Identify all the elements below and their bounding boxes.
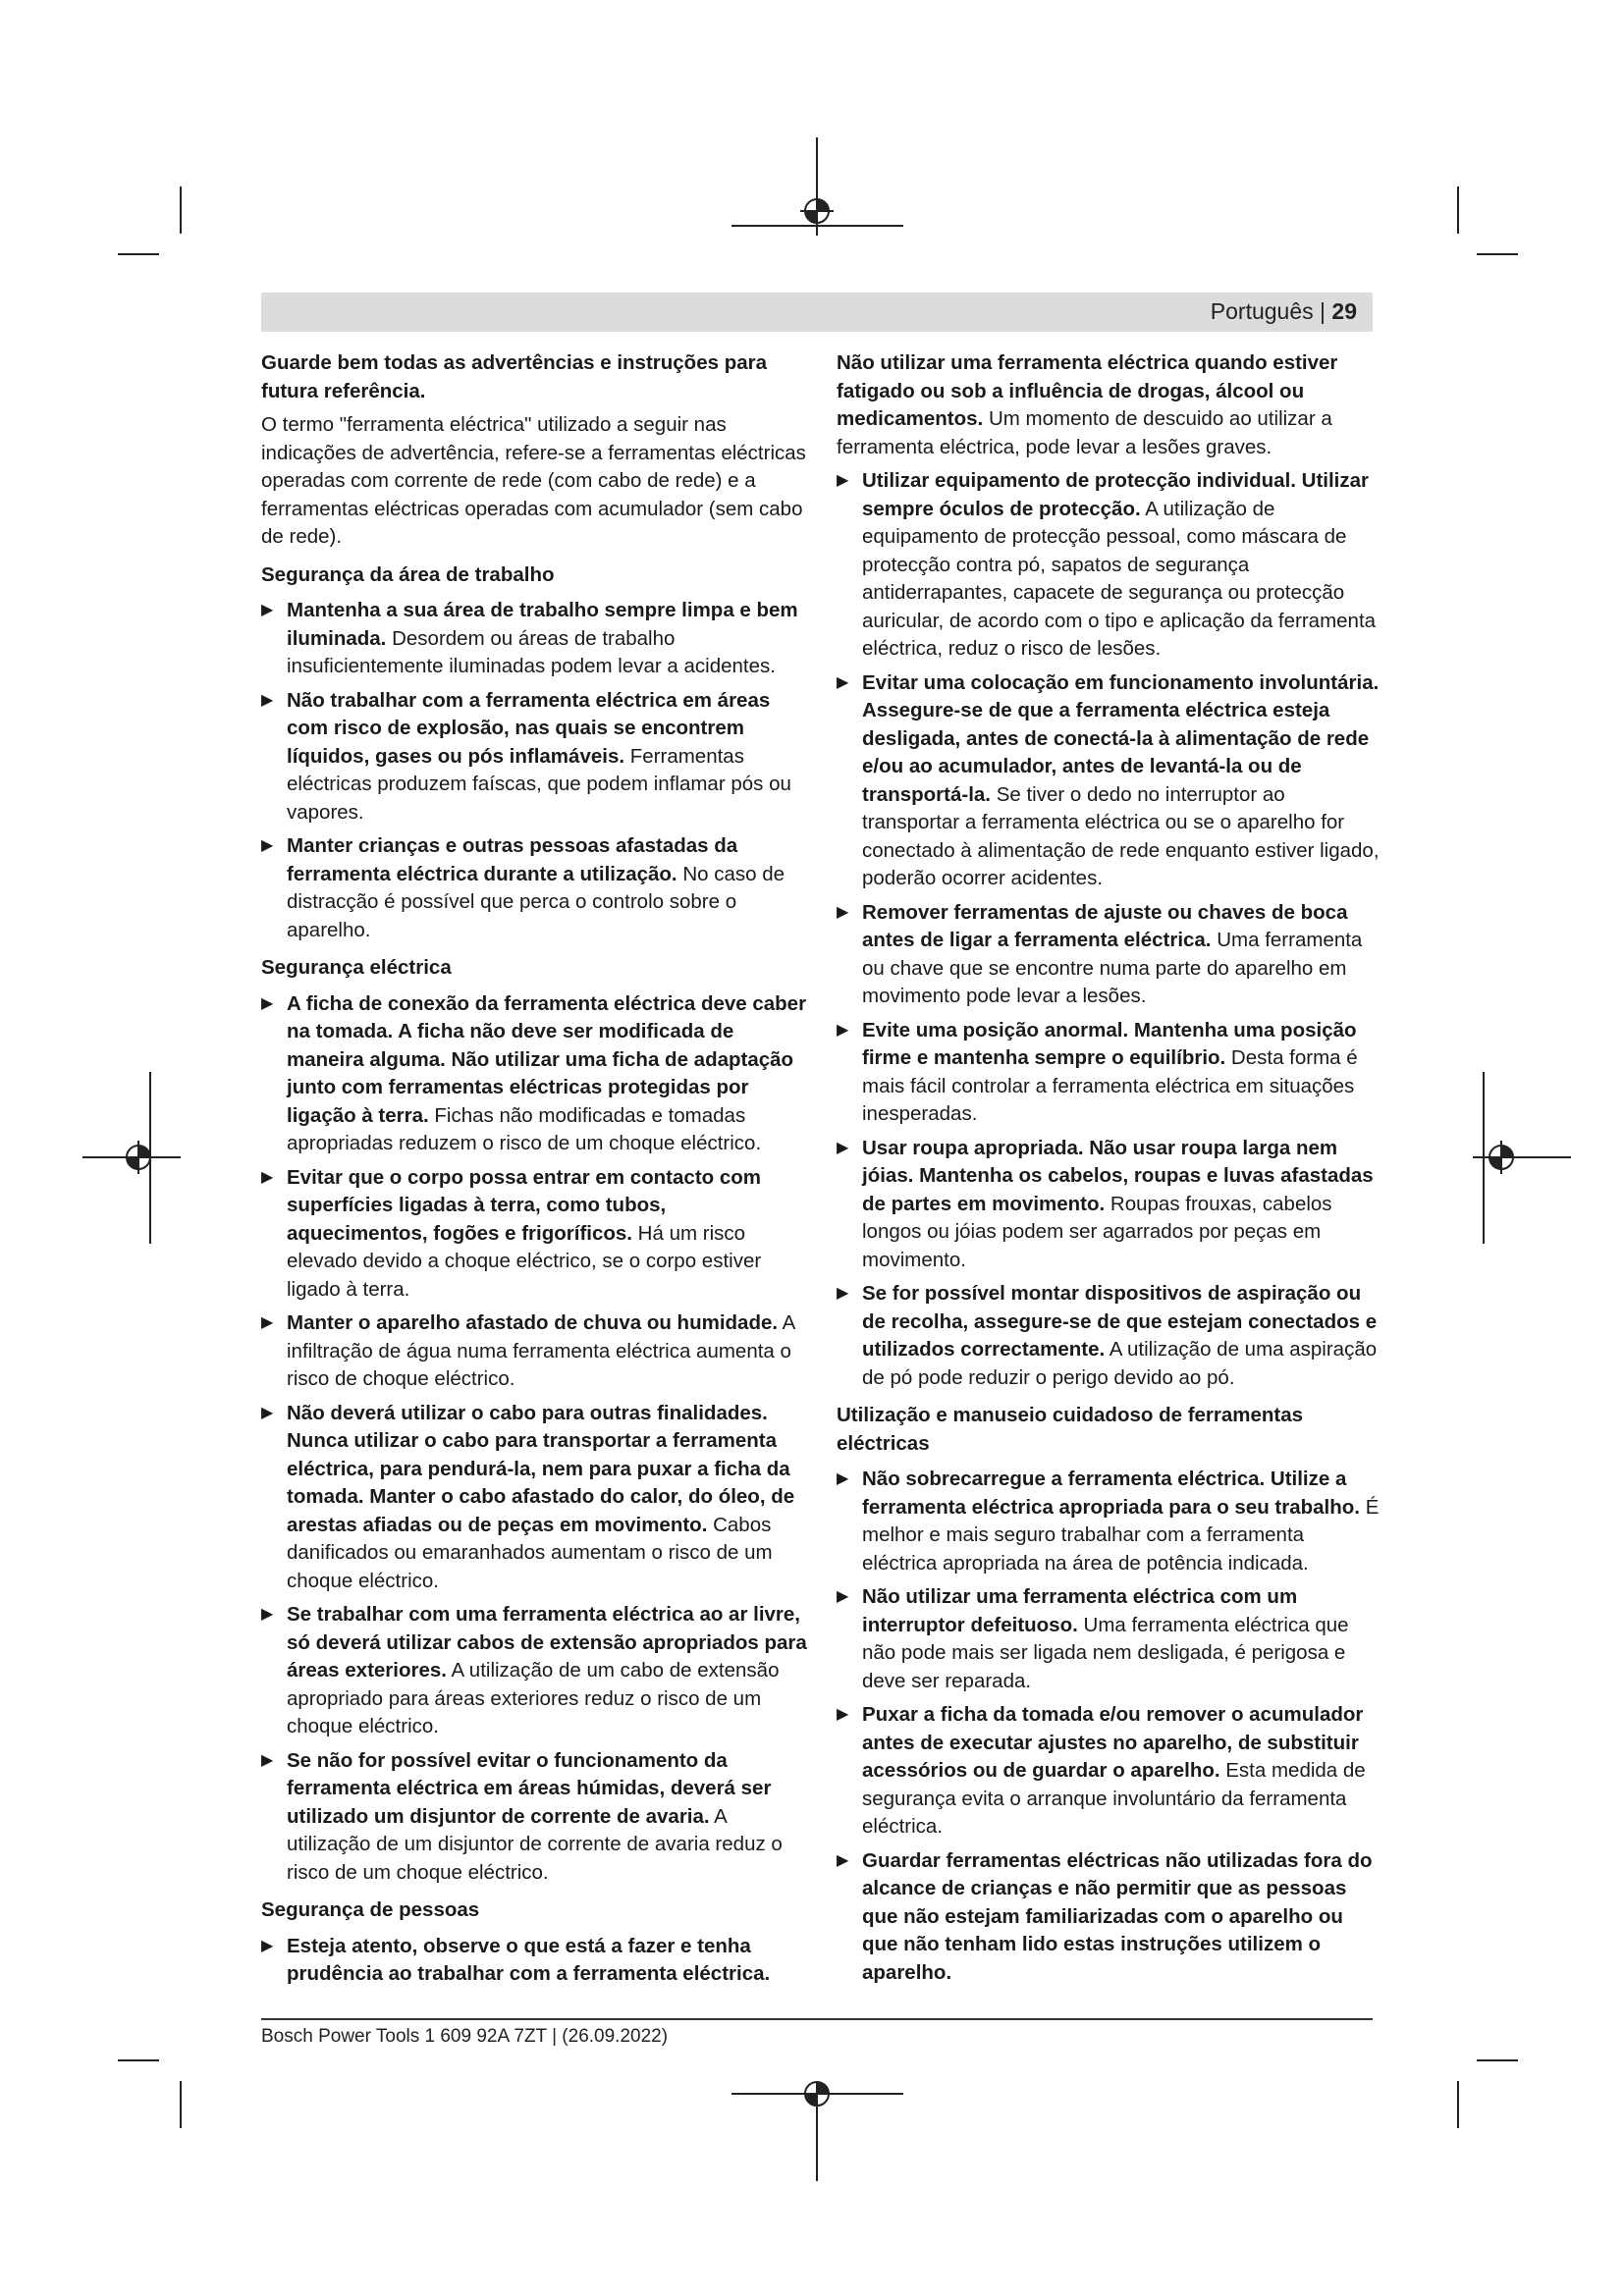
list-item xyxy=(837,669,1382,893)
bullet-triangle-icon: ▶ xyxy=(261,1314,274,1331)
header-language: Português xyxy=(1210,298,1314,324)
bullet-triangle-icon: ▶ xyxy=(837,903,849,921)
list-item xyxy=(261,832,807,944)
section-title-work-area: Segurança da área de trabalho xyxy=(261,562,555,586)
list-item xyxy=(837,1847,1382,1988)
item-bold: Manter o aparelho afastado de chuva ou humidade. xyxy=(287,1311,779,1334)
intro-bold: Guarde bem todas as advertências e instruções para futura referência. xyxy=(261,351,767,402)
registration-target-icon xyxy=(122,1141,155,1174)
list-item xyxy=(261,1164,807,1305)
crop-mark xyxy=(180,187,182,234)
list-electrical xyxy=(261,990,807,1888)
bullet-triangle-icon: ▶ xyxy=(261,994,274,1012)
bullet-triangle-icon: ▶ xyxy=(837,1706,849,1723)
item-text: Cabos danificados ou emaranhados aumentam o risco de um choque eléctrico. xyxy=(287,1513,773,1592)
item-text: Um momento de descuido ao utilizar a ferramenta eléctrica, pode levar a lesões graves. xyxy=(837,407,1332,458)
item-bold: A ficha de conexão da ferramenta eléctrica deve caber na tomada. A ficha não deve ser modificada de maneira alguma. Não utilizar uma ficha de adaptação junto com ferramentas eléctricas protegidas por ligação à terra. xyxy=(287,991,807,1127)
registration-target-icon xyxy=(1485,1141,1518,1174)
crop-mark xyxy=(1477,2059,1518,2061)
list-item xyxy=(261,990,807,1158)
bullet-triangle-icon: ▶ xyxy=(837,1470,849,1487)
item-bold: Puxar a ficha da tomada e/ou remover o acumulador antes de executar ajustes no aparelho, de substituir acessórios ou de guardar o aparelho. xyxy=(862,1703,1364,1782)
item-text: A utilização de um disjuntor de corrente de avaria reduz o risco de um choque eléctrico. xyxy=(287,1804,783,1884)
intro-heading xyxy=(261,349,807,405)
bullet-triangle-icon: ▶ xyxy=(261,1606,274,1623)
header-label xyxy=(1211,298,1357,325)
section-title-electrical: Segurança eléctrica xyxy=(261,956,452,979)
item-bold: Evitar que o corpo possa entrar em contacto com superfícies ligadas à terra, como tubos, aquecimentos, fogões e frigoríficos. xyxy=(287,1165,762,1245)
item-text: A utilização de um cabo de extensão apropriado para áreas exteriores reduz o risco de um choque eléctrico. xyxy=(287,1659,780,1737)
item-text: Roupas frouxas, cabelos longos ou jóias podem ser agarrados por peças em movimento. xyxy=(862,1192,1332,1271)
item-text: Desta forma é mais fácil controlar a ferramenta eléctrica em situações inesperadas. xyxy=(862,1046,1358,1125)
section-title-tool-use: Utilização e manuseio cuidadoso de ferramentas eléctricas xyxy=(837,1404,1304,1455)
item-text: Uma ferramenta eléctrica que não pode mais ser ligada nem desligada, é perigosa e deve ser reparada. xyxy=(862,1613,1349,1692)
continued-item xyxy=(837,349,1382,461)
item-bold: Evitar uma colocação em funcionamento involuntária. Assegure-se de que a ferramenta eléctrica esteja desligada, antes de conectá-la à alimentação de rede e/ou ao acumulador, antes de levantá-la ou de transportá-la. xyxy=(862,670,1380,806)
crop-mark xyxy=(118,253,159,255)
bullet-triangle-icon: ▶ xyxy=(261,602,274,618)
item-bold: Não trabalhar com a ferramenta eléctrica em áreas com risco de explosão, nas quais se encontrem líquidos, gases ou pós inflamáveis. xyxy=(287,688,771,768)
list-item xyxy=(837,1280,1382,1392)
list-item xyxy=(837,467,1382,664)
item-text: A utilização de equipamento de protecção pessoal, como máscara de protecção contra pó, sapatos de segurança antiderrapantes, capacete de segurança ou protecção auricular, de acordo com o tipo e aplicação da ferramenta eléctrica, reduz o risco de lesões. xyxy=(862,497,1377,660)
list-item xyxy=(837,1135,1382,1275)
list-item xyxy=(261,1747,807,1888)
item-text: Esta medida de segurança evita o arranque involuntário da ferramenta eléctrica. xyxy=(862,1759,1366,1838)
item-bold: Não utilizar uma ferramenta eléctrica com um interruptor defeituoso. xyxy=(862,1585,1298,1636)
left-column xyxy=(261,349,807,1997)
item-text: A infiltração de água numa ferramenta eléctrica aumenta o risco de choque eléctrico. xyxy=(287,1311,795,1390)
item-text: A utilização de uma aspiração de pó pode reduzir o perigo devido ao pó. xyxy=(862,1338,1378,1389)
header-separator: | xyxy=(1320,298,1326,324)
item-text: Ferramentas eléctricas produzem faíscas, que podem inflamar pós ou vapores. xyxy=(287,744,791,824)
item-bold: Utilizar equipamento de protecção individual. Utilizar sempre óculos de protecção. xyxy=(862,469,1370,520)
item-text: Desordem ou áreas de trabalho insuficientemente iluminadas podem levar a acidentes. xyxy=(287,626,776,677)
item-bold: Guardar ferramentas eléctricas não utilizadas fora do alcance de crianças e não permitir que as pessoas que não estejam familiarizadas com o aparelho ou que não tenham lido estas instruções utilizem o aparelho. xyxy=(862,1848,1373,1984)
page-number: 29 xyxy=(1331,298,1357,324)
crop-mark xyxy=(1457,187,1459,234)
list-item xyxy=(261,1400,807,1596)
item-bold: Mantenha a sua área de trabalho sempre limpa e bem iluminada. xyxy=(287,599,798,650)
registration-target-icon xyxy=(800,2077,834,2110)
bullet-triangle-icon: ▶ xyxy=(837,472,849,489)
crop-mark xyxy=(1477,253,1518,255)
list-item xyxy=(261,687,807,828)
list-item xyxy=(261,1933,807,1989)
list-item xyxy=(837,899,1382,1011)
crop-mark xyxy=(118,2059,159,2061)
item-text: É melhor e mais seguro trabalhar com a ferramenta eléctrica apropriada na área de potência indicada. xyxy=(862,1495,1380,1575)
crop-mark xyxy=(1457,2081,1459,2128)
list-item xyxy=(261,1309,807,1394)
list-tool-use xyxy=(837,1466,1382,1987)
bullet-triangle-icon: ▶ xyxy=(261,1168,274,1186)
bullet-triangle-icon: ▶ xyxy=(261,837,274,854)
list-item xyxy=(261,597,807,681)
item-bold: Não sobrecarregue a ferramenta eléctrica. Utilize a ferramenta eléctrica apropriada para o seu trabalho. xyxy=(862,1468,1360,1519)
footer-divider xyxy=(261,2018,1373,2020)
list-item xyxy=(837,1017,1382,1129)
bullet-triangle-icon: ▶ xyxy=(261,1751,274,1769)
item-bold: Se trabalhar com uma ferramenta eléctrica ao ar livre, só deverá utilizar cabos de extensão apropriados para áreas exteriores. xyxy=(287,1603,807,1682)
bullet-triangle-icon: ▶ xyxy=(837,1851,849,1869)
bullet-triangle-icon: ▶ xyxy=(837,1139,849,1156)
item-bold: Se for possível montar dispositivos de aspiração ou de recolha, assegure-se de que estejam conectados e utilizados correctamente. xyxy=(862,1282,1378,1361)
item-text: Há um risco elevado devido a choque eléctrico, se o corpo estiver ligado à terra. xyxy=(287,1221,762,1301)
item-bold: Esteja atento, observe o que está a fazer e tenha prudência ao trabalhar com a ferramenta eléctrica. xyxy=(287,1934,771,1985)
bullet-triangle-icon: ▶ xyxy=(837,1285,849,1302)
bullet-triangle-icon: ▶ xyxy=(261,691,274,709)
list-personal xyxy=(261,1933,807,1989)
section-title-personal: Segurança de pessoas xyxy=(261,1898,480,1921)
list-item xyxy=(837,1583,1382,1695)
footer-label: Bosch Power Tools 1 609 92A 7ZT | (26.09.2022) xyxy=(261,2026,669,2047)
bullet-triangle-icon: ▶ xyxy=(261,1404,274,1421)
item-text: Se tiver o dedo no interruptor ao transportar a ferramenta eléctrica ou se o aparelho for conectado à alimentação de rede enquanto estiver ligado, poderão ocorrer acidentes. xyxy=(862,782,1380,889)
list-personal-continued xyxy=(837,467,1382,1392)
item-bold: Usar roupa apropriada. Não usar roupa larga nem jóias. Mantenha os cabelos, roupas e luvas afastadas de partes em movimento. xyxy=(862,1136,1374,1215)
right-column xyxy=(837,349,1382,1995)
bullet-triangle-icon: ▶ xyxy=(261,1937,274,1954)
item-bold: Manter crianças e outras pessoas afastadas da ferramenta eléctrica durante a utilização. xyxy=(287,834,738,885)
item-text: Fichas não modificadas e tomadas apropriadas reduzem o risco de um choque eléctrico. xyxy=(287,1103,762,1154)
list-work-area xyxy=(261,597,807,944)
intro-paragraph: O termo "ferramenta eléctrica" utilizado a seguir nas indicações de advertência, refere-se a ferramentas eléctricas operadas com corrente de rede (com cabo de rede) e a ferramentas eléctricas operadas com acumulador (sem cabo de rede). xyxy=(261,413,806,548)
list-item xyxy=(837,1466,1382,1577)
crop-mark xyxy=(180,2081,182,2128)
bullet-triangle-icon: ▶ xyxy=(837,1021,849,1039)
item-text: Uma ferramenta ou chave que se encontre numa parte do aparelho em movimento pode levar a lesões. xyxy=(862,929,1363,1007)
page-header xyxy=(261,293,1373,332)
bullet-triangle-icon: ▶ xyxy=(837,1588,849,1605)
registration-target-icon xyxy=(800,194,834,228)
item-bold: Se não for possível evitar o funcionamento da ferramenta eléctrica em áreas húmidas, deverá ser utilizado um disjuntor de corrente de avaria. xyxy=(287,1748,772,1828)
item-bold: Remover ferramentas de ajuste ou chaves de boca antes de ligar a ferramenta eléctrica. xyxy=(862,900,1348,951)
item-bold: Não utilizar uma ferramenta eléctrica quando estiver fatigado ou sob a influência de drogas, álcool ou medicamentos. xyxy=(837,351,1338,430)
list-item xyxy=(261,1601,807,1741)
bullet-triangle-icon: ▶ xyxy=(837,673,849,691)
list-item xyxy=(837,1701,1382,1842)
item-bold: Não deverá utilizar o cabo para outras finalidades. Nunca utilizar o cabo para transportar a ferramenta eléctrica, para pendurá-la, nem para puxar a ficha da tomada. Manter o cabo afastado do calor, do óleo, de arestas afiadas ou de peças em movimento. xyxy=(287,1401,795,1536)
item-bold: Evite uma posição anormal. Mantenha uma posição firme e mantenha sempre o equilíbrio. xyxy=(862,1018,1357,1069)
item-text: No caso de distracção é possível que perca o controlo sobre o aparelho. xyxy=(287,862,785,941)
